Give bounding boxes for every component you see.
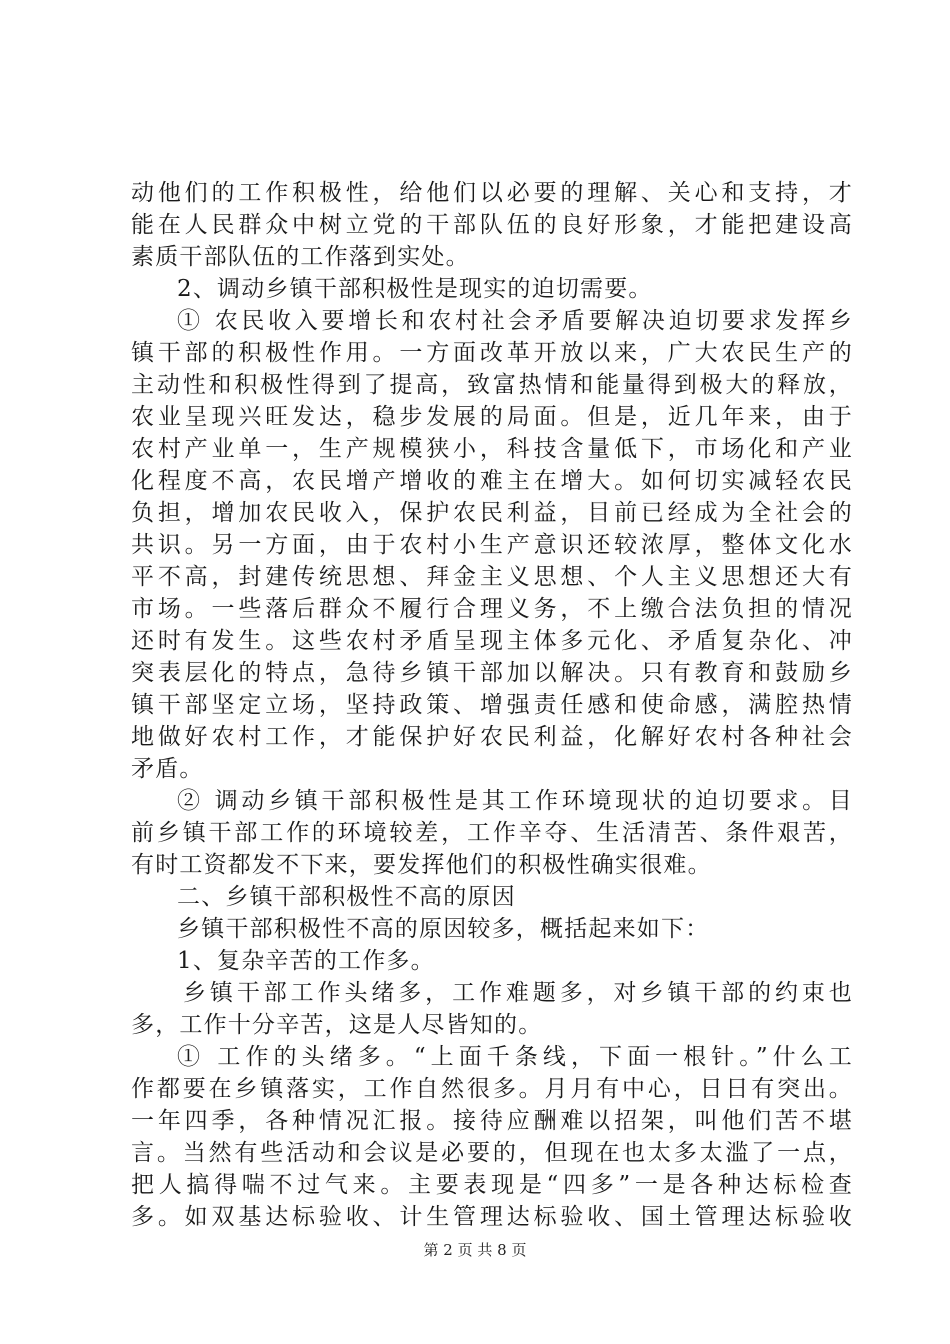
- text-line: 2、调动乡镇干部积极性是现实的迫切需要。: [177, 276, 653, 302]
- document-body: [131, 177, 853, 1233]
- text-line: 乡镇干部积极性不高的原因较多，概括起来如下：: [177, 916, 710, 942]
- text-line: 能在人民群众中树立党的干部队伍的良好形象，才能把建设高: [131, 212, 853, 238]
- text-line: 镇干部的积极性作用。一方面改革开放以来，广大农民生产的: [131, 340, 853, 366]
- text-line: 前乡镇干部工作的环境较差，工作辛夺、生活清苦、条件艰苦，: [131, 820, 853, 846]
- text-line: 还时有发生。这些农村矛盾呈现主体多元化、矛盾复杂化、冲: [131, 628, 853, 654]
- text-line: 负担，增加农民收入，保护农民利益，目前已经成为全社会的: [131, 500, 853, 526]
- text-line: 地做好农村工作，才能保护好农民利益，化解好农村各种社会: [131, 724, 853, 750]
- text-line: 素质干部队伍的工作落到实处。: [131, 244, 470, 270]
- text-line: 一年四季，各种情况汇报。接待应酬难以招架，叫他们苦不堪: [131, 1108, 853, 1134]
- text-line: 共识。另一方面，由于农村小生产意识还较浓厚，整体文化水: [131, 532, 853, 558]
- text-line: 主动性和积极性得到了提高，致富热情和能量得到极大的释放，: [131, 372, 853, 398]
- text-line: 平不高，封建传统思想、拜金主义思想、个人主义思想还大有: [131, 564, 853, 590]
- text-line: 化程度不高，农民增产增收的难主在增大。如何切实减轻农民: [131, 468, 853, 494]
- subsection-heading: 1、复杂辛苦的工作多。: [177, 948, 435, 974]
- text-line: 多。如双基达标验收、计生管理达标验收、国土管理达标验收: [131, 1204, 853, 1230]
- text-line: 多，工作十分辛苦，这是人尽皆知的。: [131, 1012, 543, 1038]
- page-number-footer: 第 2 页 共 8 页: [423, 1241, 527, 1259]
- text-line: 市场。一些落后群众不履行合理义务，不上缴合法负担的情况: [131, 596, 853, 622]
- text-line: 农村产业单一，生产规模狭小，科技含量低下，市场化和产业: [131, 436, 853, 462]
- text-line: ① 农民收入要增长和农村社会矛盾要解决迫切要求发挥乡: [177, 308, 853, 334]
- section-heading: 二、乡镇干部积极性不高的原因: [177, 884, 516, 910]
- text-line: 矛盾。: [131, 756, 204, 782]
- text-line: 有时工资都发不下来，要发挥他们的积极性确实很难。: [131, 852, 712, 878]
- text-line: 镇干部坚定立场，坚持政策、增强责任感和使命感，满腔热情: [131, 692, 853, 718]
- text-line: 突表层化的特点，急待乡镇干部加以解决。只有教育和鼓励乡: [131, 660, 853, 686]
- text-line: 动他们的工作积极性，给他们以必要的理解、关心和支持，才: [131, 180, 853, 206]
- text-line: 言。当然有些活动和会议是必要的，但现在也太多太滥了一点，: [131, 1140, 853, 1166]
- text-line: ① 工作的头绪多。“上面千条线，下面一根针。”什么工: [177, 1044, 853, 1070]
- text-line: 乡镇干部工作头绪多，工作难题多，对乡镇干部的约束也: [183, 980, 853, 1006]
- text-line: 把人搞得喘不过气来。主要表现是“四多”一是各种达标检查: [131, 1172, 853, 1198]
- text-line: 农业呈现兴旺发达，稳步发展的局面。但是，近几年来，由于: [131, 404, 853, 430]
- text-line: ② 调动乡镇干部积极性是其工作环境现状的迫切要求。目: [177, 788, 853, 814]
- text-line: 作都要在乡镇落实，工作自然很多。月月有中心，日日有突出。: [131, 1076, 853, 1102]
